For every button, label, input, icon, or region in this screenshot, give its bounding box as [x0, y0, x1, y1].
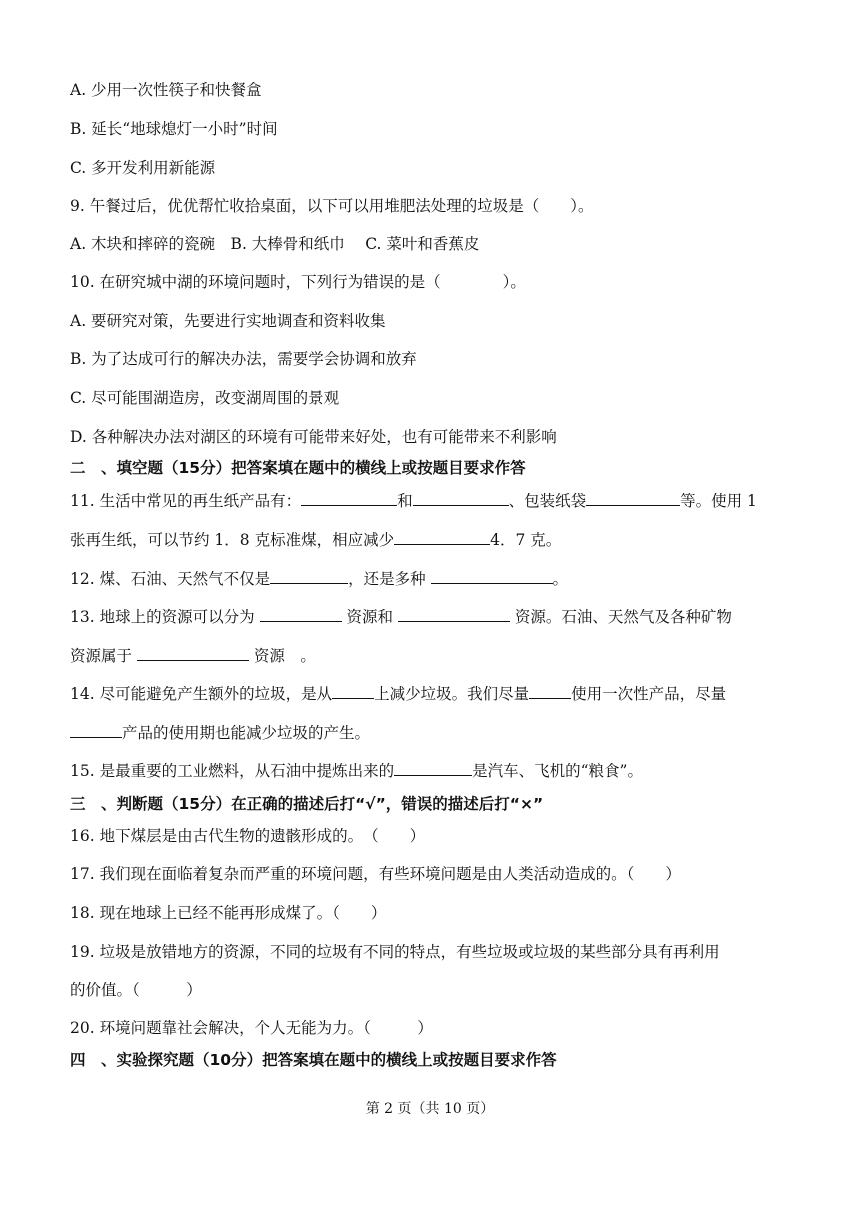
option-text: A. 少用一次性筷子和快餐盒 [70, 81, 262, 99]
answer-blank[interactable] [398, 607, 510, 622]
question-13-cont [70, 646, 794, 666]
question-text: 14. 尽可能避免产生额外的垃圾，是从 [70, 685, 333, 703]
answer-blank[interactable] [394, 761, 472, 776]
question-text: 资源属于 [70, 647, 133, 665]
answer-blank[interactable] [394, 530, 490, 545]
question-text: 上减少垃圾。我们尽量 [374, 685, 530, 703]
question-text: 产品的使用期也能减少垃圾的产生。 [122, 724, 371, 742]
question-text: 是汽车、飞机的“粮食”。 [472, 762, 643, 780]
option-line [70, 311, 794, 331]
option-text: C. 多开发利用新能源 [70, 159, 216, 177]
question-text: 20. 环境问题靠社会解决，个人无能为力。（ ） [70, 1019, 433, 1037]
question-text: 等。使用 1 [680, 492, 757, 510]
answer-blank[interactable] [137, 646, 249, 661]
question-text: 、包装纸袋 [508, 492, 587, 510]
option-line [70, 388, 794, 408]
question-18 [70, 903, 794, 923]
question-19-cont [70, 980, 794, 1000]
option-line [70, 349, 794, 369]
section-heading [70, 458, 794, 478]
question-text: 资源。石油、天然气及各种矿物 [514, 608, 732, 626]
question-13 [70, 607, 794, 627]
section-heading [70, 1050, 794, 1070]
question-14 [70, 684, 794, 704]
question-text: ，还是多种 [348, 570, 426, 588]
question-10 [70, 272, 794, 292]
section-heading [70, 794, 794, 814]
question-11 [70, 491, 794, 511]
answer-blank[interactable] [332, 684, 374, 699]
question-text: 10. 在研究城中湖的环境问题时，下列行为错误的是（ ）。 [70, 273, 526, 291]
question-20 [70, 1018, 794, 1038]
option-text: C. 尽可能围湖造房，改变湖周围的景观 [70, 389, 340, 407]
question-text: 19. 垃圾是放错地方的资源，不同的垃圾有不同的特点，有些垃圾或垃圾的某些部分具有再利用 [70, 943, 720, 961]
question-text: 和 [397, 492, 413, 510]
question-text: 18. 现在地球上已经不能再形成煤了。（ ） [70, 904, 387, 922]
section-title: 二 、填空题（15分）把答案填在题中的横线上或按题目要求作答 [70, 459, 526, 477]
answer-blank[interactable] [260, 607, 342, 622]
question-text: 的价值。（ ） [70, 981, 202, 999]
question-text: 9. 午餐过后，优优帮忙收拾桌面，以下可以用堆肥法处理的垃圾是（ ）。 [70, 197, 594, 215]
question-text: 13. 地球上的资源可以分为 [70, 608, 255, 626]
question-text: 使用一次性产品，尽量 [571, 685, 727, 703]
option-text: A. 要研究对策，先要进行实地调查和资料收集 [70, 312, 386, 330]
section-title: 三 、判断题（15分）在正确的描述后打“√”，错误的描述后打“×” [70, 795, 544, 813]
question-text: 11. 生活中常见的再生纸产品有： [70, 492, 302, 510]
question-text: 。 [552, 570, 569, 588]
answer-blank[interactable] [529, 684, 571, 699]
answer-blank[interactable] [586, 491, 680, 506]
question-9-options [70, 234, 794, 254]
question-12 [70, 569, 794, 589]
question-text: 张再生纸，可以节约 1．8 克标准煤，相应减少 [70, 531, 395, 549]
question-text: 17. 我们现在面临着复杂而严重的环境问题，有些环境问题是由人类活动造成的。（ ） [70, 865, 681, 883]
question-text: 4．7 克。 [490, 531, 562, 549]
answer-blank[interactable] [270, 569, 348, 584]
page-footer: 第 2 页（共 10 页） [365, 1101, 495, 1117]
option-text: D. 各种解决办法对湖区的环境有可能带来好处，也有可能带来不利影响 [70, 428, 557, 446]
question-text: 15. 是最重要的工业燃料，从石油中提炼出来的 [70, 762, 395, 780]
question-19 [70, 942, 794, 962]
answer-blank[interactable] [413, 491, 509, 506]
answer-blank[interactable] [70, 723, 122, 738]
option-line [70, 80, 794, 100]
question-text: 资源和 [346, 608, 393, 626]
answer-blank[interactable] [301, 491, 397, 506]
question-17 [70, 864, 794, 884]
option-text: A. 木块和摔碎的瓷碗 B. 大棒骨和纸巾 C. 菜叶和香蕉皮 [70, 235, 480, 253]
question-11-cont [70, 530, 794, 550]
question-text: 12. 煤、石油、天然气不仅是 [70, 570, 271, 588]
answer-blank[interactable] [431, 569, 553, 584]
option-line [70, 427, 794, 447]
option-line [70, 119, 794, 139]
question-text: 16. 地下煤层是由古代生物的遗骸形成的。 （ ） [70, 827, 426, 845]
question-text: 资源 。 [253, 647, 316, 665]
section-title: 四 、实验探究题（10分）把答案填在题中的横线上或按题目要求作答 [70, 1051, 557, 1069]
question-15 [70, 761, 794, 781]
option-text: B. 为了达成可行的解决办法，需要学会协调和放弃 [70, 350, 417, 368]
question-9 [70, 196, 794, 216]
option-line [70, 158, 794, 178]
question-14-cont [70, 723, 794, 743]
question-16 [70, 826, 794, 846]
option-text: B. 延长“地球熄灯一小时”时间 [70, 120, 278, 138]
